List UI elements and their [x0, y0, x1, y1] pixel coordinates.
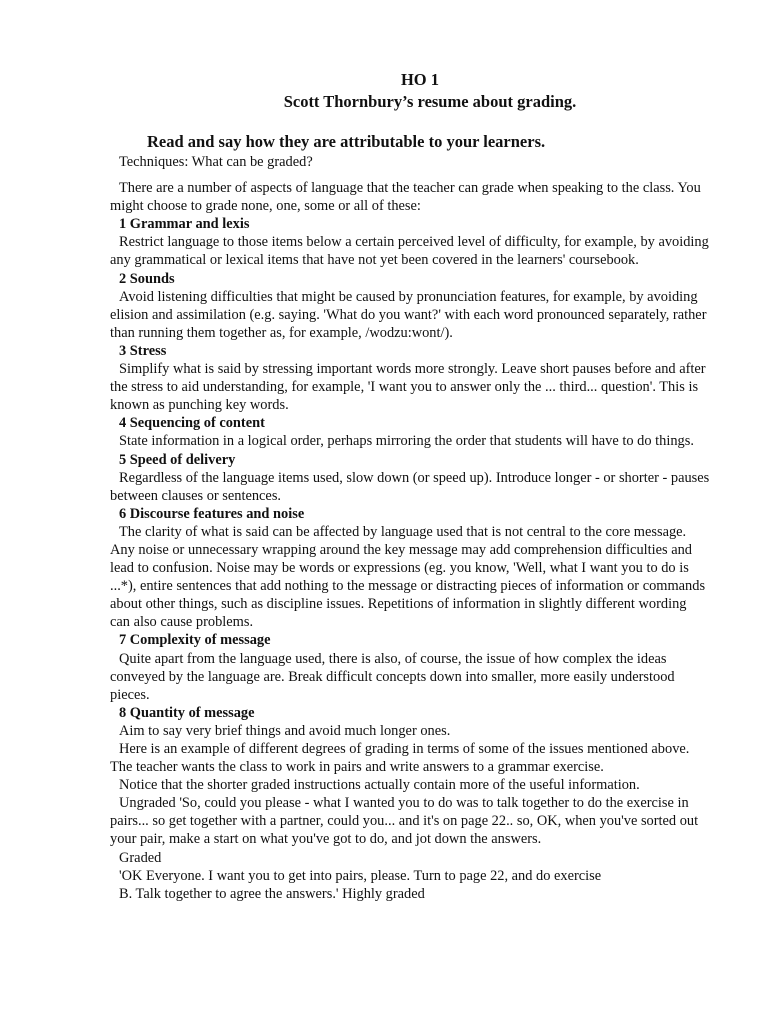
graded-example-line1: 'OK Everyone. I want you to get into pairs, please. Turn to page 22, and do exercise — [119, 867, 602, 884]
section-text-complexity: Quite apart from the language used, there is also, of course, the issue of how complex the ideas conveyed by the language are. Break difficult concepts down into smaller, more easily understood pieces. — [110, 650, 675, 703]
notice-line: Notice that the shorter graded instructions actually contain more of the useful information. — [119, 777, 640, 794]
handout-subtitle: Scott Thornbury’s resume about grading. — [283, 92, 577, 111]
graded-label: Graded — [119, 849, 162, 866]
section-heading-quantity: 8 Quantity of message — [119, 704, 255, 721]
section-heading-speed: 5 Speed of delivery — [119, 451, 236, 468]
example-intro: Here is an example of different degrees of grading in terms of some of the issues mentioned above. The teacher wants the class to work in pairs and write answers to a grammar exercise. — [110, 741, 690, 776]
graded-example-line2: B. Talk together to agree the answers.' Highly graded — [119, 885, 425, 902]
techniques-line: Techniques: What can be graded? — [119, 154, 313, 170]
section-text-sounds: Avoid listening difficulties that might be caused by pronunciation features, for example, by avoiding elision and assimilation (e.g. saying. 'What do you want?' with each word pronounced separately, rather than running them together as, for example, /wodzu:wont/). — [110, 288, 707, 341]
document-body — [110, 153, 710, 903]
ungraded-example: Ungraded 'So, could you please - what I wanted you to do was to talk together to do the exercise in pairs... so get together with a partner, could you... and it's on page 22.. so, OK, when you've sorted out your pair, make a start on what you've got to do, and jot down the answers. — [110, 795, 699, 848]
section-heading-sequencing: 4 Sequencing of content — [119, 415, 265, 432]
section-text-sequencing: State information in a logical order, perhaps mirroring the order that students will have to do things. — [119, 433, 694, 450]
section-heading-discourse: 6 Discourse features and noise — [119, 505, 305, 522]
task-instruction: Read and say how they are attributable to your learners. — [147, 132, 546, 151]
intro-paragraph: There are a number of aspects of language that the teacher can grade when speaking to the class. You might choose to grade none, one, some or all of these: — [110, 180, 701, 215]
section-text-stress: Simplify what is said by stressing important words more strongly. Leave short pauses before and after the stress to aid understanding, for example, 'I want you to answer only the ... third... question'. This is known as punching key words. — [110, 361, 706, 414]
section-text-grammar: Restrict language to those items below a certain perceived level of difficulty, for example, by avoiding any grammatical or lexical items that have not yet been covered in the learners' coursebook. — [110, 234, 709, 269]
section-heading-stress: 3 Stress — [119, 342, 167, 359]
section-heading-grammar: 1 Grammar and lexis — [119, 216, 250, 233]
section-text-discourse: The clarity of what is said can be affected by language used that is not central to the core message. Any noise or unnecessary wrapping around the key message may add comprehension difficulties and lead to confusion. Noise may be words or expressions (eg. you know, 'Well, what I want you to do is ...*), entire sentences that add nothing to the message or distracting pieces of information or commands about other things, such as discipline issues. Repetitions of information in slightly different wording can also cause problems. — [110, 523, 706, 631]
handout-title: HO 1 — [400, 70, 440, 89]
section-text-speed: Regardless of the language items used, slow down (or speed up). Introduce longer - or shorter - pauses between clauses or sentences. — [110, 469, 710, 504]
section-heading-complexity: 7 Complexity of message — [119, 632, 271, 649]
section-text-quantity: Aim to say very brief things and avoid much longer ones. — [119, 722, 451, 739]
section-heading-sounds: 2 Sounds — [119, 270, 175, 287]
